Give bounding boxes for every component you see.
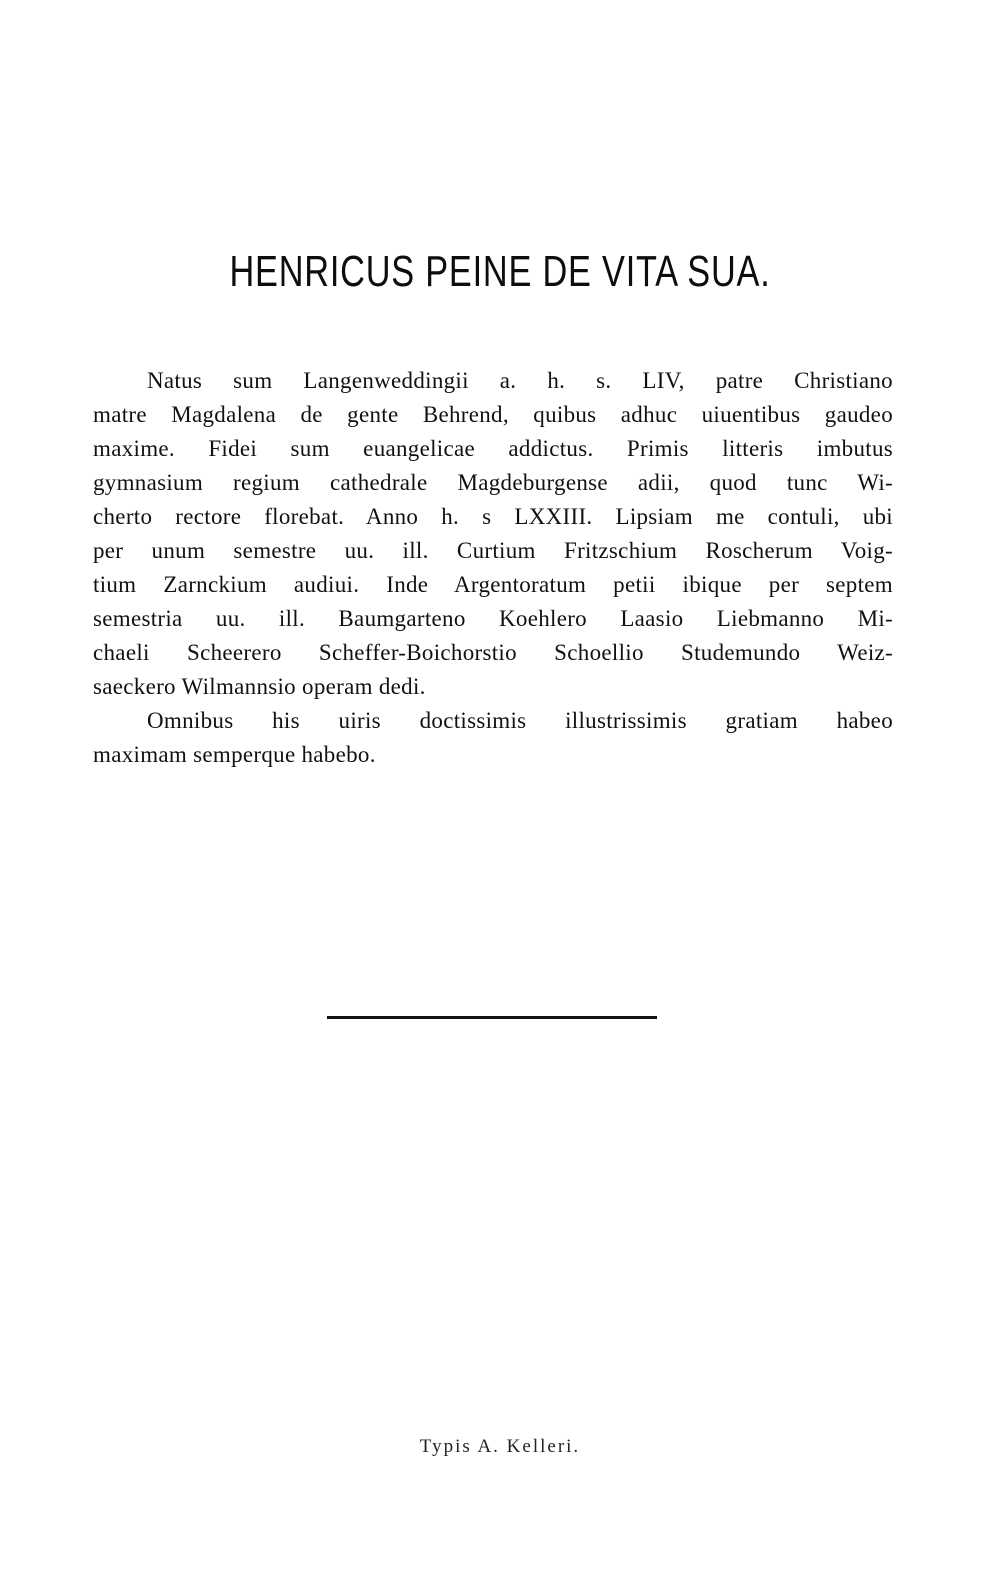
text-line: chaeli Scheerero Scheffer-Boichorstio Schoellio Studemundo Weiz- xyxy=(93,640,893,665)
text-line: maxime. Fidei sum euangelicae addictus. Primis litteris imbutus xyxy=(93,436,893,461)
text-line: maximam semperque habebo. xyxy=(93,742,376,767)
text-line: saeckero Wilmannsio operam dedi. xyxy=(93,674,426,699)
text-line: cherto rectore florebat. Anno h. s LXXIII. Lipsiam me contuli, ubi xyxy=(93,504,893,529)
text-line: per unum semestre uu. ill. Curtium Fritzschium Roscherum Voig- xyxy=(93,538,893,563)
printer-imprint: Typis A. Kelleri. xyxy=(419,1436,581,1457)
text-line: tium Zarnckium audiui. Inde Argentoratum petii ibique per septem xyxy=(93,572,893,597)
text-line: semestria uu. ill. Baumgarteno Koehlero Laasio Liebmanno Mi- xyxy=(93,606,893,631)
text-line: gymnasium regium cathedrale Magdeburgense adii, quod tunc Wi- xyxy=(93,470,893,495)
text-line: Omnibus his uiris doctissimis illustrissimis gratiam habeo xyxy=(147,708,893,733)
text-line: matre Magdalena de gente Behrend, quibus adhuc uiuentibus gaudeo xyxy=(93,402,893,427)
vita-text xyxy=(93,364,893,772)
page-title: HENRICUS PEINE DE VITA SUA. xyxy=(229,247,771,296)
horizontal-rule xyxy=(327,1016,657,1019)
text-line: Natus sum Langenweddingii a. h. s. LIV, patre Christiano xyxy=(147,368,893,393)
